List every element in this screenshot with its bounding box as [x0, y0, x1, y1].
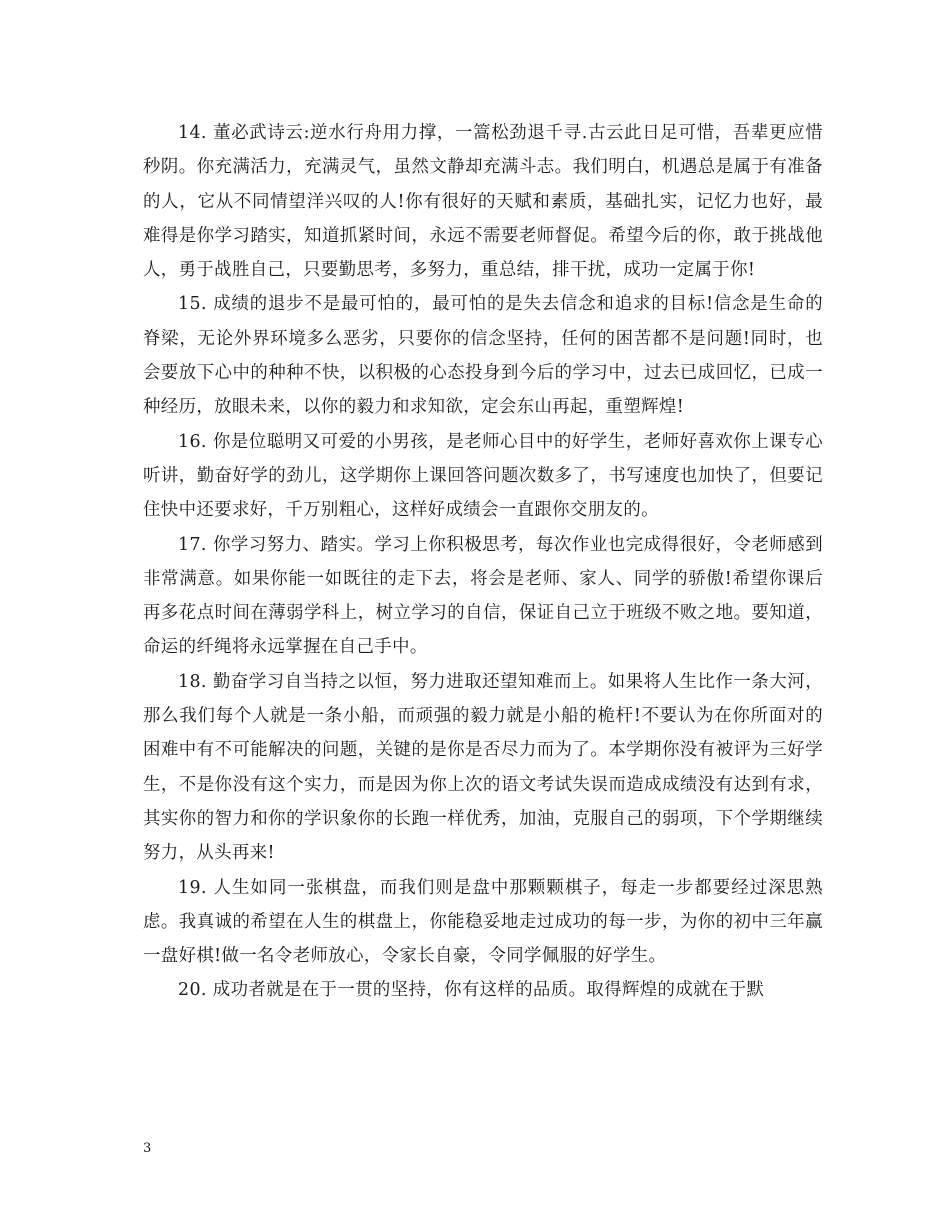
paragraph-19: 19. 人生如同一张棋盘，而我们则是盘中那颗颗棋子，每走一步都要经过深思熟虑。我真诚的希望在人生的棋盘上，你能稳妥地走过成功的每一步，为你的初中三年赢一盘好棋!做一名令老师放心，令家长自豪，令同学佩服的好学生。 [143, 877, 823, 967]
paragraph-20: 20. 成功者就是在于一贯的坚持，你有这样的品质。取得辉煌的成就在于默 [178, 980, 765, 1001]
paragraph-15: 15. 成绩的退步不是最可怕的，最可怕的是失去信念和追求的目标!信念是生命的脊梁，无论外界环境多么恶劣，只要你的信念坚持，任何的困苦都不是问题!同时，也会要放下心中的种种不快，以积极的心态投身到今后的学习中，过去已成回忆，已成一种经历，放眼未来，以你的毅力和求知欲，定会东山再起，重塑辉煌! [143, 294, 823, 418]
paragraph-18: 18. 勤奋学习自当持之以恒，努力进取还望知难而上。如果将人生比作一条大河，那么我们每个人就是一条小船，而顽强的毅力就是小船的桅杆!不要认为在你所面对的困难中有不可能解决的问题，关键的是你是否尽力而为了。本学期你没有被评为三好学生，不是你没有这个实力，而是因为你上次的语文考试失误而造成成绩没有达到有求，其实你的智力和你的学识象你的长跑一样优秀，加油，克服自己的弱项，下个学期继续努力，从头再来! [143, 671, 823, 864]
paragraph-14: 14. 董必武诗云:逆水行舟用力撑，一篙松劲退千寻.古云此日足可惜，吾辈更应惜秒阴。你充满活力，充满灵气，虽然文静却充满斗志。我们明白，机遇总是属于有准备的人，它从不同情望洋兴叹的人!你有很好的天赋和素质，基础扎实，记忆力也好，最难得是你学习踏实，知道抓紧时间，永远不需要老师督促。希望今后的你，敢于挑战他人，勇于战胜自己，只要勤思考，多努力，重总结，排干扰，成功一定属于你! [143, 123, 823, 281]
document-body [143, 116, 823, 1008]
paragraph-16: 16. 你是位聪明又可爱的小男孩，是老师心目中的好学生，老师好喜欢你上课专心听讲，勤奋好学的劲儿，这学期你上课回答问题次数多了，书写速度也加快了，但要记住快中还要求好，千万别粗心，这样好成绩会一直跟你交朋友的。 [143, 431, 823, 521]
page-number: 3 [143, 1141, 152, 1156]
paragraph-17: 17. 你学习努力、踏实。学习上你积极思考，每次作业也完成得很好，令老师感到非常满意。如果你能一如既往的走下去，将会是老师、家人、同学的骄傲!希望你课后再多花点时间在薄弱学科上，树立学习的自信，保证自己立于班级不败之地。要知道，命运的纤绳将永远掌握在自己手中。 [143, 534, 823, 658]
